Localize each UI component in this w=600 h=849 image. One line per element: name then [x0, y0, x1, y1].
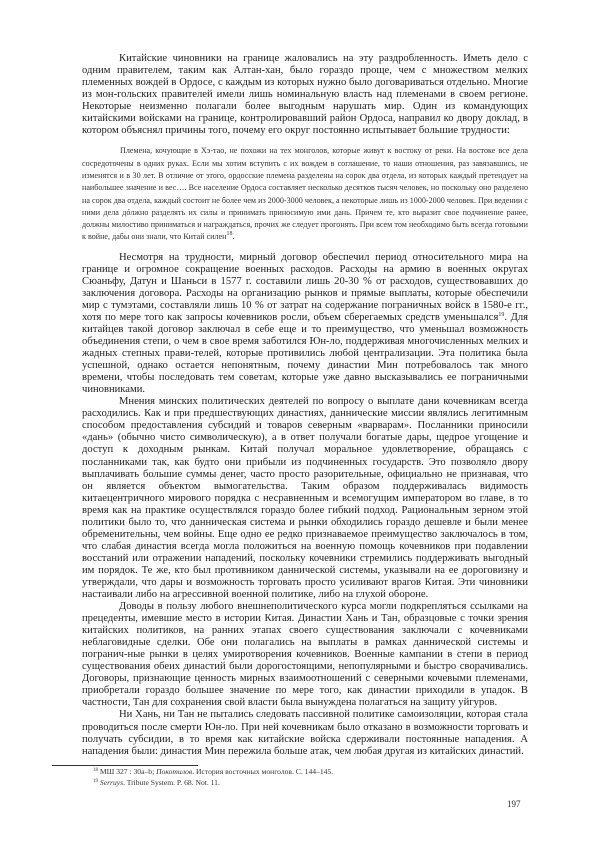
paragraph-intro: Китайские чиновники на границе жаловались на эту раздробленность. Иметь дело с одним правителем, таким как Алтан-хан, было гораздо проще, чем с множеством мелких племенных вождей в Ордосе, с каждым из которых нужно было договариваться отдельно. Многие из мон-гольских правителей имели лишь номинальную власть над племенами в своем регионе. Некоторые неизменно полагали более выгодным нарушать мир. Один из командующих китайскими войсками на границе, контролировавший район Ордоса, направил ко двору доклад, в котором объяснял причины того, почему его округ постоянно испытывает большие трудности:	[82, 53, 528, 137]
paragraph-precedents: Доводы в пользу любого внешнеполитического курса могли подкрепляться ссылками на прецеденты, имевшие место в истории Китая. Династии Хань и Тан, образцовые с точки зрения китайских политиков, на ранних этапах своего существования заключали с кочевниками неблаговидные сделки. Обе они полагались на выплаты в рамках даннической системы и погранич-ные рынки в целях умиротворения кочевников. Военные кампании в степи в период существования обеих династий были дорогостоящими, непопулярными и быстро сворачивались. Договоры, признающие ценность мирных взаимоотношений с северными кочевыми племенами, приобретали гораздо большее значение по мере того, как династии приходили в упадок. В частности, Тан для сохранения свой власти была вынуждена полагаться на защиту уйгуров.	[82, 601, 528, 709]
paragraph-han-tang: Ни Хань, ни Тан не пытались следовать пассивной политике самоизоляции, которая стала проводиться после смерти Юн-ло. При ней кочевникам было отказано в возможности торговать и получать субсидии, в то время как китайские войска сдерживали постоянные нападения. А нападения были: династия Мин пережила больше атак, чем любая другая из китайских династий.	[82, 709, 528, 757]
block-quote	[82, 145, 528, 243]
footnote-19	[82, 778, 528, 789]
body-text	[82, 53, 528, 758]
footnote-separator	[52, 765, 198, 766]
footnote-ref-19[interactable]: 19	[498, 311, 505, 318]
footnote-number: 19	[93, 778, 98, 784]
footnote-text: . История восточных монголов. С. 144–145.	[192, 767, 334, 776]
quote-body: Племена, кочующие в Хэ-тао, не похожи на тех монголов, которые живут к востоку от реки. На востоке все дела сосредоточены в одних руках. Если мы хотим вступить с их вождем в соглашение, то наши отношения, раз завязавшись, не изменятся и в 30 лет. В отличие от этого, ордосские племена разделены на сорок два отдела, из которых каждый претендует на наибольшее значение и вес…. Все население Ордоса составляет несколько десятков тысяч человек, но поскольку оно разделено на сорок два отдела, каждый состоит не более чем из 2000-3000 человек, а некоторые лишь из 1000-2000 человек. При ведении с ними дела дóлжно разделять их силы и принимать приносимую ими дань. Причем те, кто выразит свое подчинение ранее, должны милостиво приниматься и награждаться, прочих же следует прогонять. При всем том необходимо быть всегда готовыми к войне, дабы они знали, что Китай силен	[82, 146, 528, 242]
quote-text	[82, 145, 528, 243]
paragraph-peace-treaty-part2: . Для китайцев такой договор заключал в себе еще и то преимущество, что уменьшал возможность объединения степи, о чем в свое время заботился Юн-ло, поддерживая многочисленных мелких и жадных степных прави-телей, которые противились любой централизации. Эта политика была успешной, однако остается непонятным, почему династии Мин потребовалось так много времени, чтобы последовать тем советам, которые уже давно высказывались ее пограничными чиновниками.	[82, 311, 528, 396]
footnote-number: 18	[93, 768, 98, 773]
footnotes	[82, 767, 528, 788]
quote-tail: .	[232, 232, 235, 242]
paragraph-peace-treaty-part1: Несмотря на трудности, мирный договор обеспечил период относительного мира на границе и огромное сокращение военных расходов. Расходы на армию в военных округах Сюаньфу, Датун и Шаньси в 1577 г. составили лишь 20-30 % от расходов, существовавших до заключения договора. Расходы на организацию рынков и прямые выплаты, которые обеспечили мир с тумэтами, составляли лишь 10 % от затрат на содержание пограничных войск в 1580-е гг., хотя по мере того как запросы кочевников росли, объем сберегаемых средств уменьшался	[82, 251, 528, 323]
footnote-author: Serruys	[99, 777, 124, 787]
page-number: 197	[507, 799, 521, 809]
paragraph-tribute-opinions: Мнения минских политических деятелей по вопросу о выплате дани кочевникам всегда расходились. Как и при предшествующих династиях, даннические миссии являлись легитимным способом предоставления субсидий и товаров северным «варварам». Посланники приносили «дань» (обычно чисто символическую), а в ответ получали богатые дары, щедрое угощение и доступ к доходным рынкам. Китай получал моральное удовлетворение, обращаясь с посланниками так, как будто они прибыли из подчиненных государств. Это позволяло двору выплачивать большие суммы денег, часто просто разорительные, официально не признавая, что он является объектом вымогательства. Таким образом поддерживалась видимость китаецентричного мирового порядка с несравненным и всемогущим императором во главе, в то время как на практике осуществлялся гораздо более гибкий подход. Рациональным зерном этой политики было то, что данническая система и рынки обходились гораздо дешевле и были менее обременительны, чем войны. Еще одно ее редко признаваемое преимущество заключалось в том, что слабая династия всегда могла положиться на военную помощь кочевников при подавлении восстаний или отражении нападений, поскольку кочевники стремились поддерживать выгодный им порядок. Те же, кто был противником даннической системы, указывали на ее дороговизну и утверждали, что дары и возможность торговать просто усиливают врагов Китая. Эти чиновники настаивали либо на агрессивной военной политике, либо на глухой обороне.	[82, 396, 528, 601]
footnote-text: . Tribute System. P. 68. Not. 11.	[123, 777, 220, 787]
footnote-18	[82, 767, 528, 778]
footnote-author: Покотилов	[156, 767, 193, 776]
paragraph-peace-treaty	[82, 252, 528, 397]
footnote-ref-18[interactable]: 18	[226, 231, 233, 238]
footnote-text: МШ 327 : 30a–b;	[99, 767, 157, 776]
